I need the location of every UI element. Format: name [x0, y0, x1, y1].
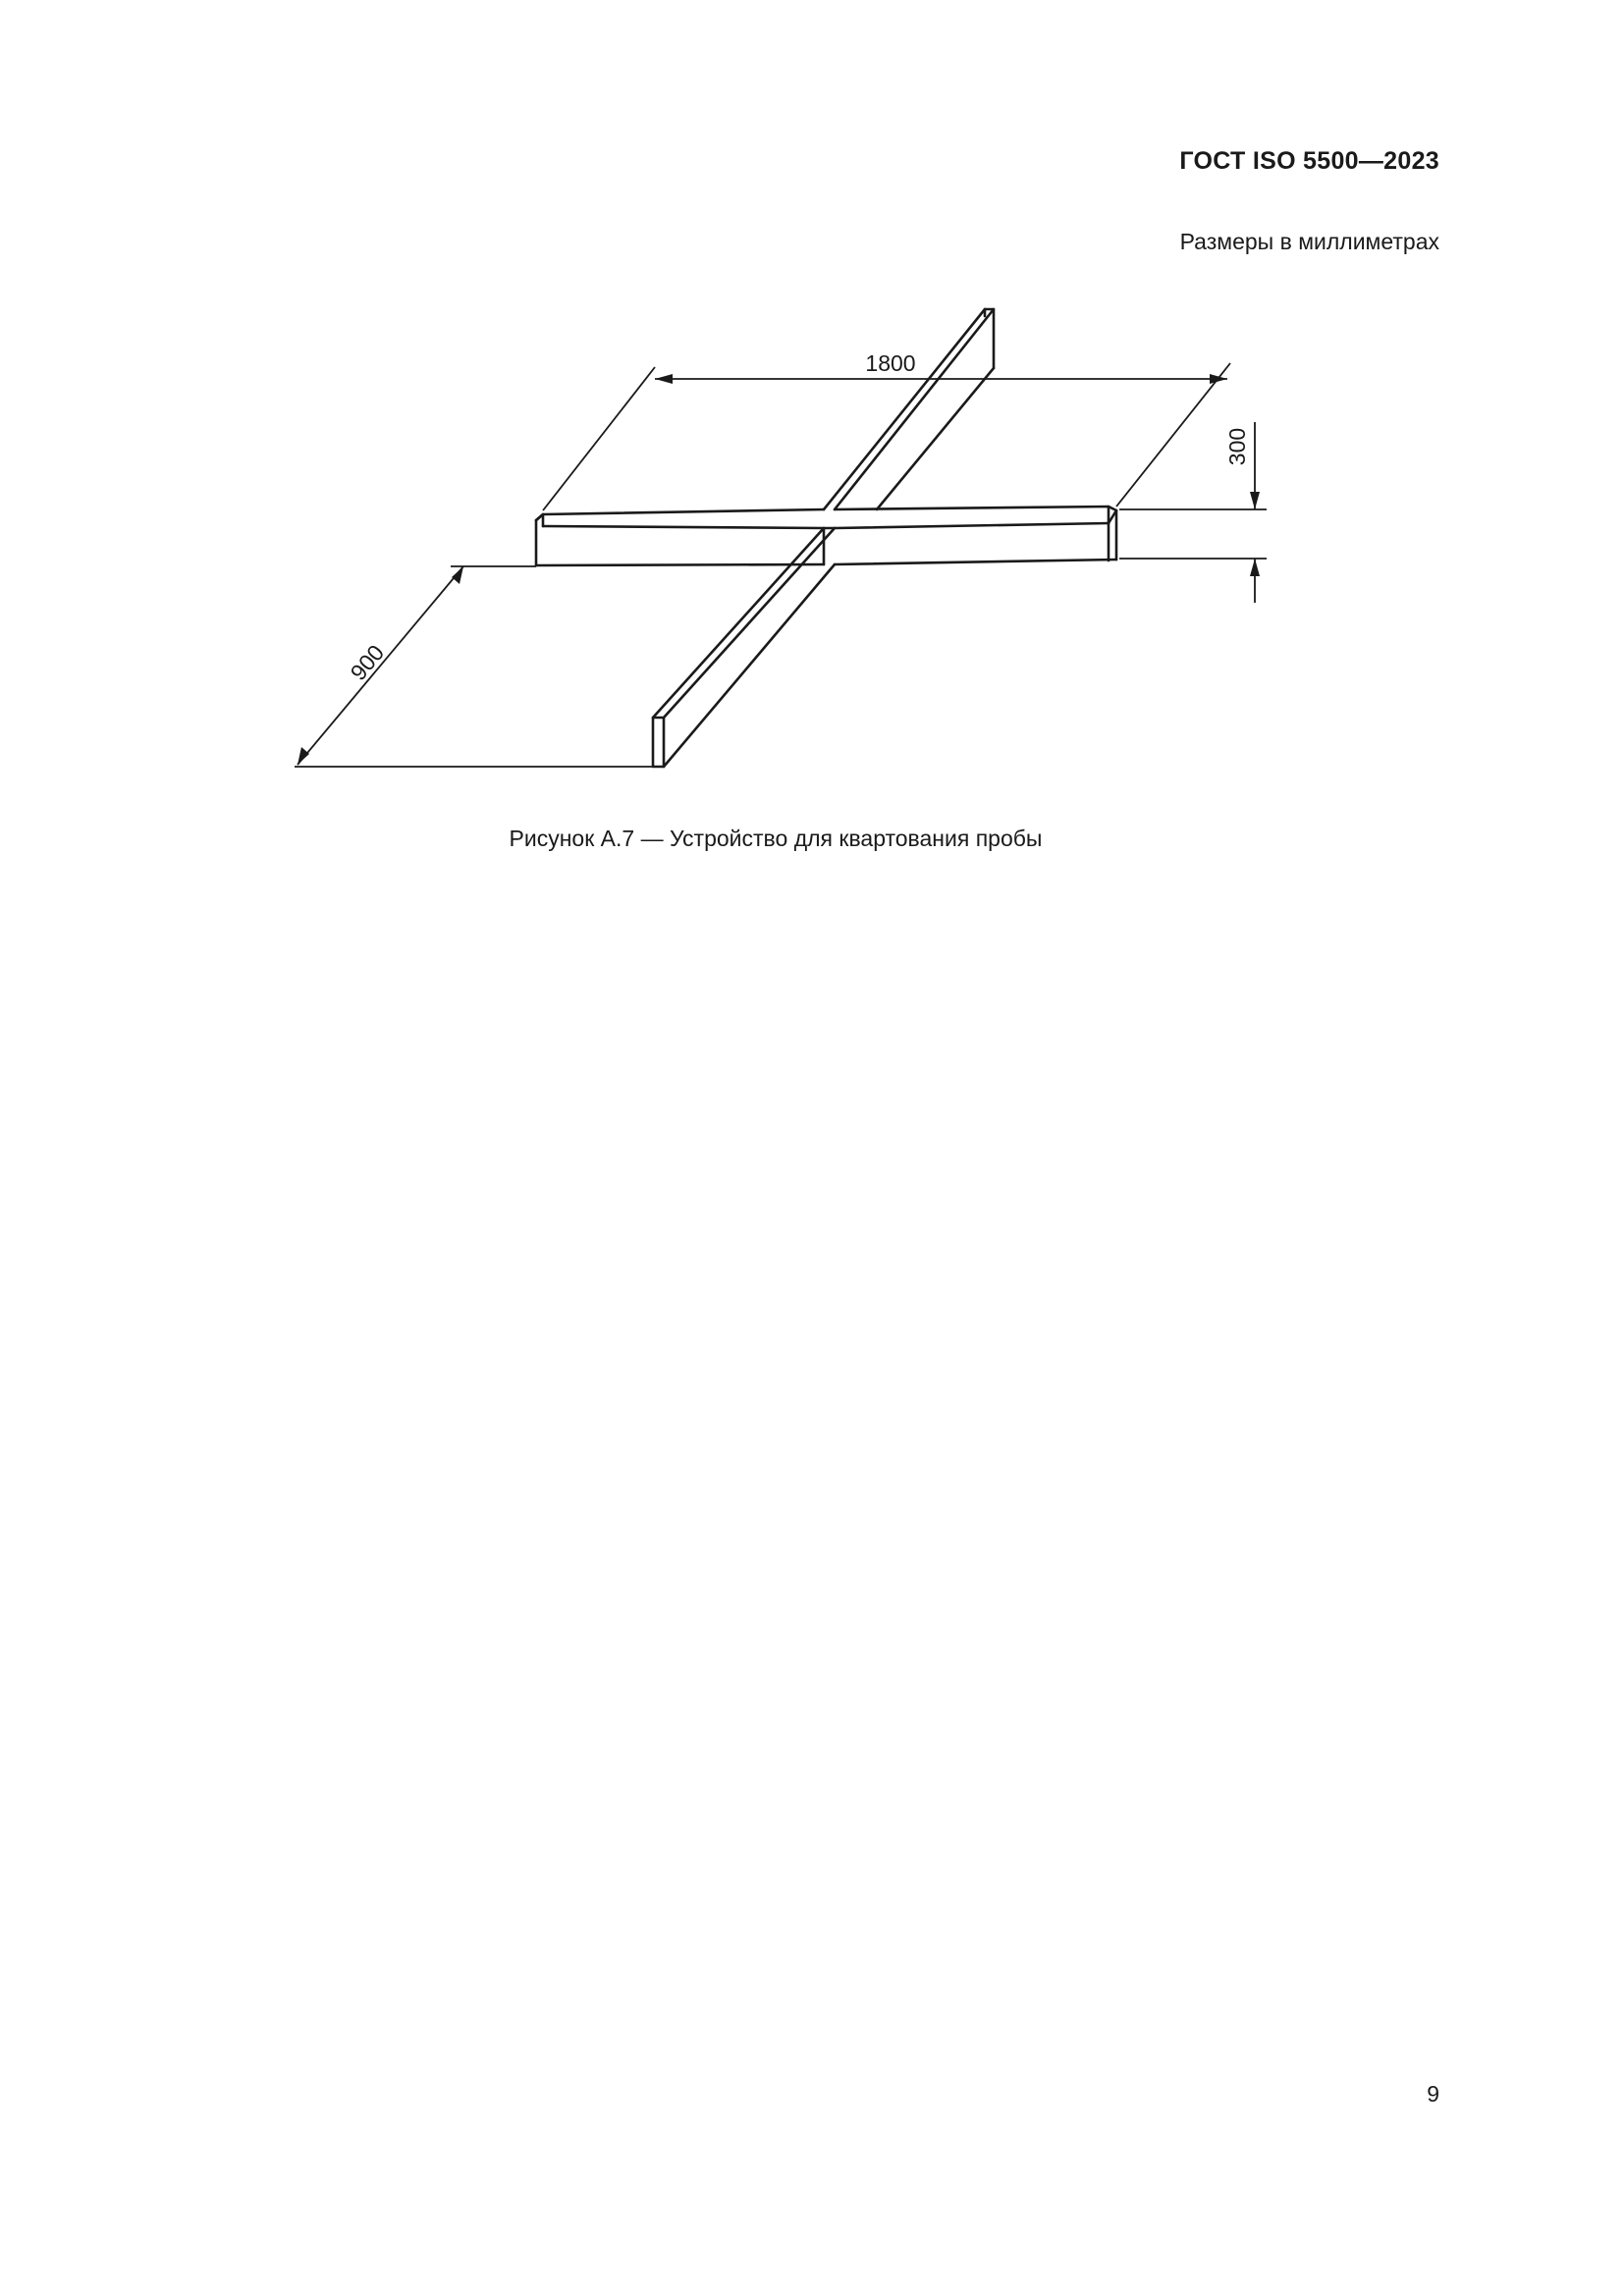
dimension-1800 [543, 363, 1230, 510]
figure-caption: Рисунок А.7 — Устройство для квартования пробы [509, 826, 1043, 851]
dimension-1800-label: 1800 [865, 350, 916, 376]
document-code: ГОСТ ISO 5500—2023 [1179, 147, 1439, 175]
dimension-900-label: 900 [345, 639, 390, 685]
dimension-300-label: 300 [1224, 427, 1250, 466]
quartering-device-drawing [0, 0, 1624, 805]
diagonal-board [653, 309, 994, 767]
page-number: 9 [1427, 2081, 1439, 2107]
units-note: Размеры в миллиметрах [1179, 229, 1439, 254]
